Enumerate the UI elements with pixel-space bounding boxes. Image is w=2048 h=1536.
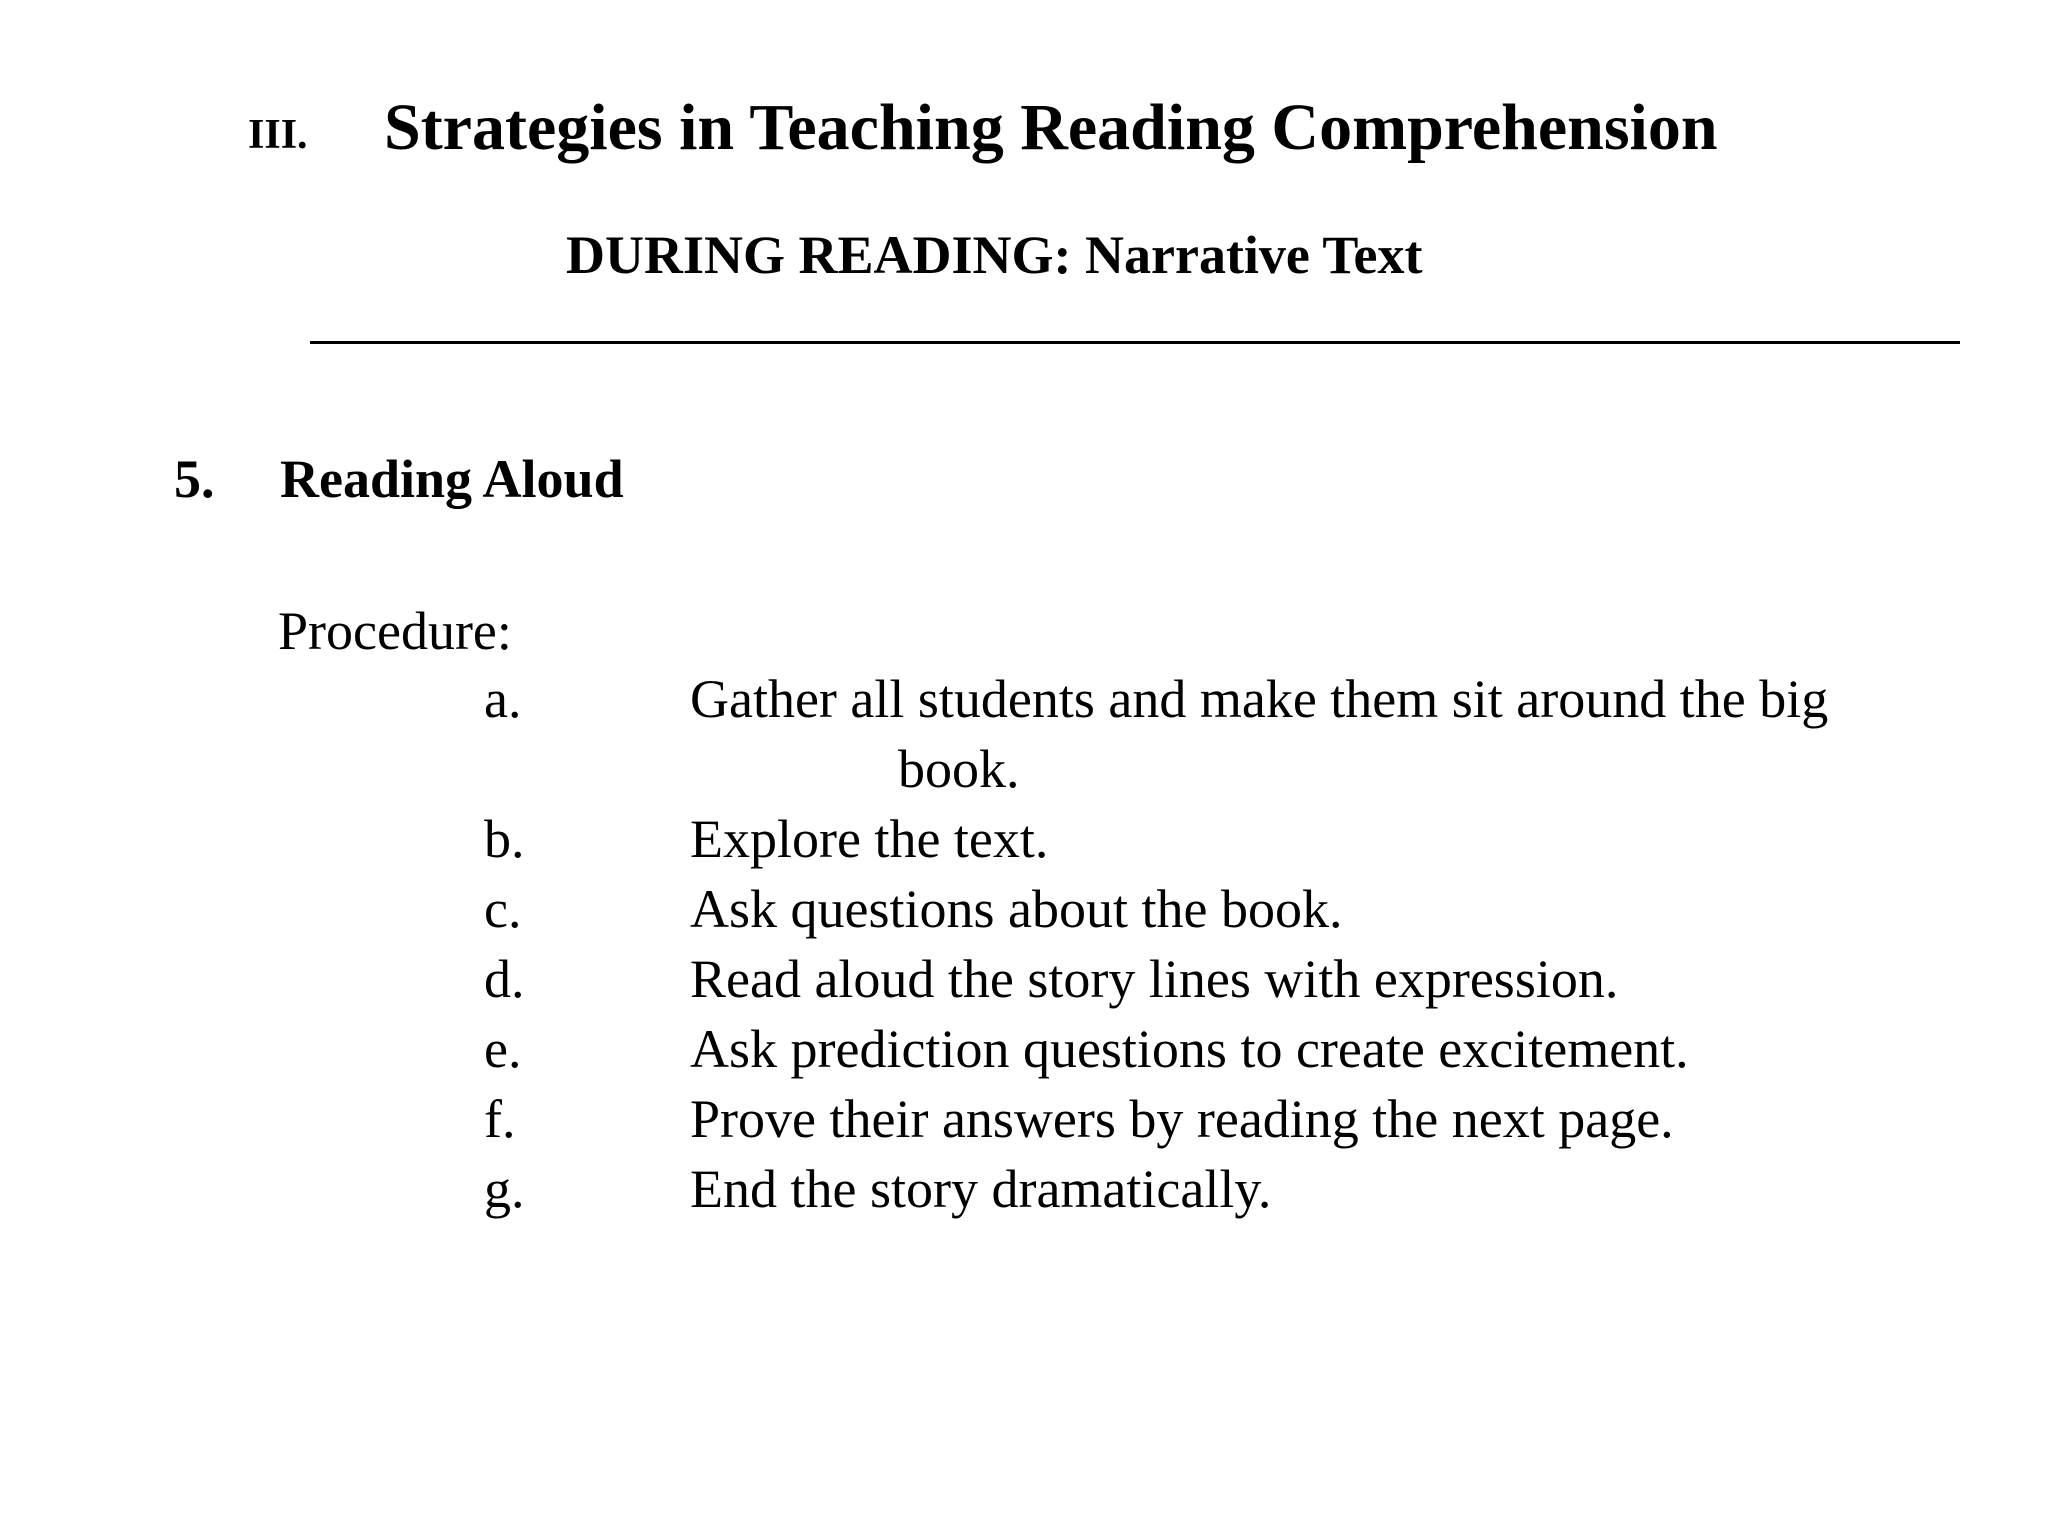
step-letter: a. [484,669,522,729]
section-number: III. [248,112,308,158]
section-title: Strategies in Teaching Reading Comprehension [384,91,1718,164]
step-letter: b. [484,809,525,869]
horizontal-rule [310,341,1960,344]
step-text: Gather all students and make them sit around the big [690,669,1829,729]
subtitle: DURING READING: Narrative Text [566,225,1423,285]
step-text: Ask prediction questions to create excitement. [690,1019,1689,1079]
step-letter: e. [484,1019,522,1079]
step-text: Explore the text. [690,809,1049,869]
item-title: Reading Aloud [280,449,624,509]
step-letter: g. [484,1159,525,1219]
item-number: 5. [174,449,215,509]
step-text-continuation: book. [898,739,1020,799]
step-letter: d. [484,949,525,1009]
step-letter: f. [484,1089,516,1149]
step-letter: c. [484,879,522,939]
step-text: Read aloud the story lines with expression. [690,949,1619,1009]
step-text: End the story dramatically. [690,1159,1272,1219]
step-text: Ask questions about the book. [690,879,1343,939]
procedure-label: Procedure: [278,601,512,661]
step-text: Prove their answers by reading the next page. [690,1089,1674,1149]
